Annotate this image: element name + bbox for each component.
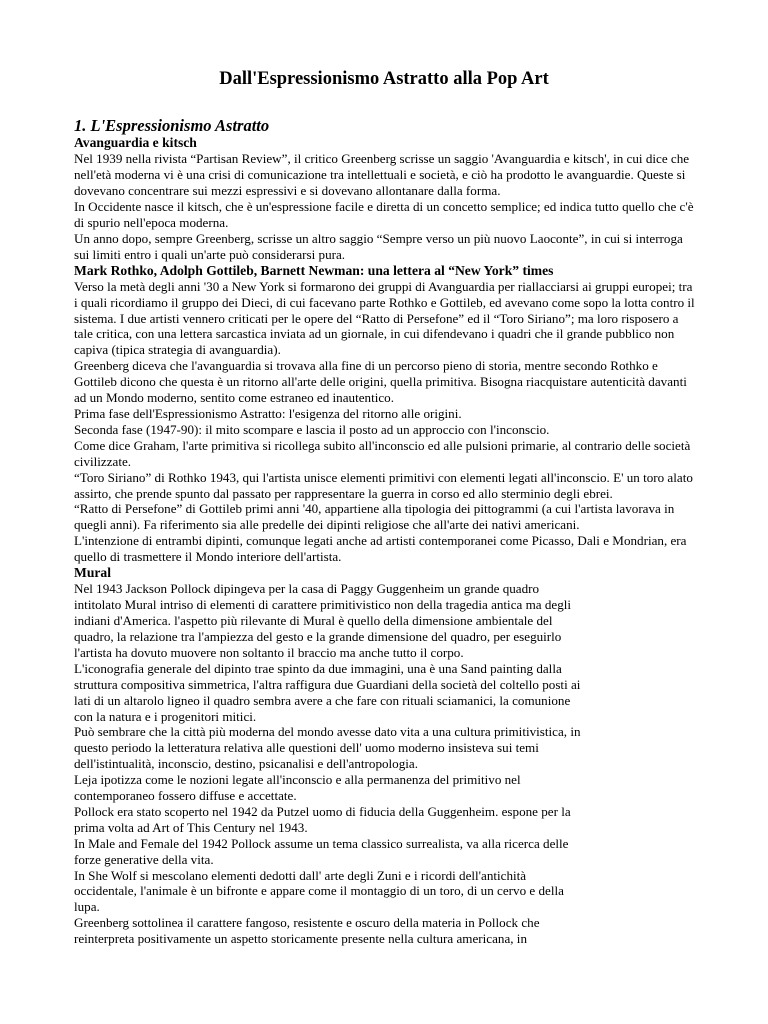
document-body	[74, 116, 696, 947]
paragraph: L'iconografia generale del dipinto trae spinto da due immagini, una è una Sand painting dalla struttura compositiva simmetrica, l'altra raffigura due Guardiani della società del coltello posti ai lati di un altarolo ligneo il quadro sembra avere a che fare con rituali sciamanici, la comunione con la natura e i progenitori mitici.	[74, 660, 581, 724]
subsection-heading-avanguardia: Avanguardia e kitsch	[74, 135, 197, 150]
paragraph: Greenberg diceva che l'avanguardia si trovava alla fine di un percorso pieno di storia, mentre secondo Rothko e Gottileb dicono che questa è un ritorno all'arte delle origini, quella primitiva. Bisogna riacquistare autenticità davanti ad un Mondo moderno, sentito come estraneo ed inautentico.	[74, 358, 687, 406]
paragraph: L'intenzione di entrambi dipinti, comunque legati anche ad artisti contemporanei come Picasso, Dali e Mondrian, era quello di trasmettere il Mondo interiore dell'artista.	[74, 533, 687, 565]
paragraph: “Ratto di Persefone” di Gottileb primi anni '40, appartiene alla tipologia dei pittogrammi (a cui l'artista lavorava in quegli anni). Fa riferimento sia alle predelle dei dipinti religiose che all'arte dei nativi americani.	[74, 501, 675, 533]
paragraph: Pollock era stato scoperto nel 1942 da Putzel uomo di fiducia della Guggenheim. espone per la prima volta ad Art of This Century nel 1943.	[74, 803, 571, 835]
paragraph: Leja ipotizza come le nozioni legate all'inconscio e alla permanenza del primitivo nel contemporaneo fossero diffuse e accettate.	[74, 772, 521, 804]
paragraph: Verso la metà degli anni '30 a New York si formarono dei gruppi di Avanguardia per riallacciarsi ai gruppi europei; tra i quali ricordiamo il gruppo dei Dieci, di cui facevano parte Rothko e Gottileb, ed avevano come sopo la lotta contro il sistema. I due artisti vennero criticati per le opere del “Ratto di Persefone” ed il “Toro Siriano”; ma loro risposero a tale critica, con una lettera sarcastica inviata ad un giornale, in cui difendevano i quadri che il grande pubblico non capiva (tipica strategia di avanguardia).	[74, 278, 695, 358]
paragraph: Prima fase dell'Espressionismo Astratto: l'esigenza del ritorno alle origini.	[74, 406, 462, 421]
paragraph: Come dice Graham, l'arte primitiva si ricollega subito all'inconscio ed alle pulsioni primarie, al contrario delle società civilizzate.	[74, 437, 691, 469]
paragraph: Greenberg sottolinea il carattere fangoso, resistente e oscuro della materia in Pollock che reinterpreta positivamente un aspetto storicamente presente nella cultura americana, in	[74, 915, 540, 947]
paragraph: In She Wolf si mescolano elementi dedotti dall' arte degli Zuni e i ricordi dell'antichità occidentale, l'animale è un bifronte e appare come il montaggio di un toro, di un cervo e della lupa.	[74, 867, 564, 915]
paragraph: In Occidente nasce il kitsch, che è un'espressione facile e diretta di un concetto semplice; ed indica tutto quello che c'è di spurio nell'epoca moderna.	[74, 198, 694, 230]
paragraph: Nel 1943 Jackson Pollock dipingeva per la casa di Paggy Guggenheim un grande quadro intitolato Mural intriso di elementi di carattere primitivistico non della tragedia antica ma degli indiani d'America. l'aspetto più rilevante di Mural è quello della dimensione ambientale del quadro, la relazione tra l'ampiezza del gesto e la grande dimensione del quadro, per eseguirlo l'artista ha dovuto muovere non soltanto il braccio ma anche tutto il corpo.	[74, 581, 572, 660]
document-title: Dall'Espressionismo Astratto alla Pop Art	[219, 69, 549, 89]
paragraph: Nel 1939 nella rivista “Partisan Review”, il critico Greenberg scrisse un saggio 'Avanguardia e kitsch', in cui dice che nell'età moderna vi è una crisi di comunicazione tra intellettuali e società, e ciò ha prodotto le avanguardie. Queste si dovevano concentrare sui mezzi espressivi e si dovevano allontanare dalla forma.	[74, 151, 690, 199]
paragraph: Un anno dopo, sempre Greenberg, scrisse un altro saggio “Sempre verso un più nuovo Laoconte”, in cui si interroga sui limiti entro i quali un'arte può considerarsi pura.	[74, 230, 683, 262]
paragraph: “Toro Siriano” di Rothko 1943, qui l'artista unisce elementi primitivi con elementi legati all'inconscio. E' un toro alato assirto, che prende spunto dal passato per rappresentare la guerra in corso ed allo sterminio degli ebrei.	[74, 469, 693, 501]
section-heading: 1. L'Espressionismo Astratto	[74, 116, 270, 135]
paragraph: In Male and Female del 1942 Pollock assume un tema classico surrealista, va alla ricerca delle forze generative della vita.	[74, 835, 569, 867]
paragraph: Seconda fase (1947-90): il mito scompare e lascia il posto ad un approccio con l'inconscio.	[74, 421, 550, 437]
subsection-heading-mural: Mural	[74, 565, 111, 581]
mural-text-block	[74, 581, 696, 947]
subsection-heading-rothko-letter: Mark Rothko, Adolph Gottileb, Barnett Newman: una lettera al “New York” times	[74, 262, 554, 278]
paragraph: Può sembrare che la città più moderna del mondo avesse dato vita a una cultura primitivistica, in questo periodo la letteratura relativa alle questioni dell' uomo moderno insisteva sui temi dell'istintualità, inconscio, destino, psicanalisi e dell'antropologia.	[74, 724, 581, 772]
